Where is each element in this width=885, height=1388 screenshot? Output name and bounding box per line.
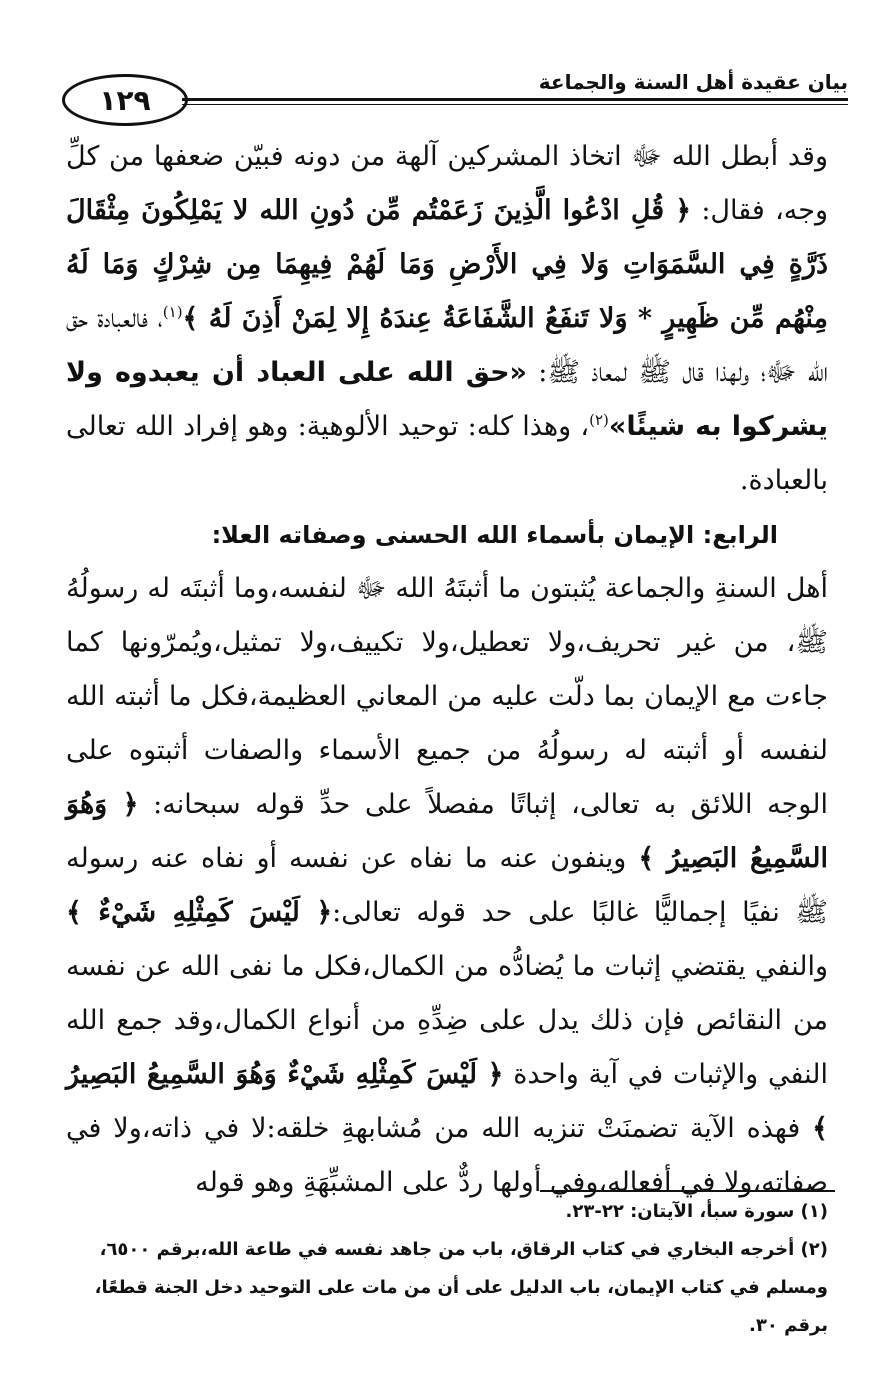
page-number: ١٢٩: [62, 74, 188, 126]
quran-verse: ﴿ لَيْسَ كَمِثْلِهِ شَيْءٌ ﴾: [66, 897, 333, 928]
footnote-separator: [540, 1190, 835, 1192]
text-run: وينفون عنه ما نفاه عن نفسه أو نفاه عنه رسوله ﷺ نفيًا إجماليًّا غالبًا على حد قوله تعالى:: [66, 843, 828, 928]
paragraph-1: [66, 130, 828, 508]
text-run: وقد أبطل الله ﷻ اتخاذ المشركين آلهة من دونه فبيّن ضعفها من كلِّ وجه، فقال:: [66, 141, 828, 226]
text-run: فهذه الآية تضمنَتْ تنزيه الله من مُشابهةِ خلقه:لا في ذاته،ولا في صفاته،ولا في أفعاله،وفي أولها ردٌّ على المشبِّهَةِ وهو قوله: [66, 1113, 828, 1198]
footnote-2: (٢) أخرجه البخاري في كتاب الرقاق، باب من جاهد نفسه في طاعة الله،برقم ٦٥٠٠، ومسلم في كتاب الإيمان، باب الدليل على أن من مات على التوحيد دخل الجنة قطعًا، برقم ٣٠.: [94, 1239, 828, 1336]
header-rule: [182, 98, 848, 101]
text-run: ، فالعبادة حق الله ﷻ؛ ولهذا قال ﷺ لمعاذ ﷺ:: [66, 303, 828, 388]
page-header: [60, 68, 848, 132]
footnote-ref: (١): [162, 303, 183, 321]
main-text: [66, 130, 828, 1210]
footnote-1: (١) سورة سبأ، الآيتان: ٢٢-٢٣.: [565, 1201, 828, 1222]
text-run: أهل السنةِ والجماعة يُثبتون ما أثبتَهُ الله ﷻ لنفسه،وما أثبتَه له رسولُهُ ﷺ، من غير تحريف،ولا تعطيل،ولا تكييف،ولا تمثيل،ويُمرّونها كما جاءت مع الإيمان بما دلّت عليه من المعاني العظيمة،فكل ما أثبته الله لنفسه أو أثبته له رسولُهُ من جميع الأسماء والصفات أثبتوه على الوجه اللائق به تعالى، إثباتًا مفصلاً على حدِّ قوله سبحانه:: [66, 573, 828, 820]
text-run: والنفي يقتضي إثبات ما يُضادُّه من الكمال،فكل ما نفى الله عن نفسه من النقائص فإن ذلك يدل على ضِدِّهِ من أنواع الكمال،وقد جمع الله النفي والإثبات في آية واحدة: [66, 951, 829, 1090]
quran-verse: ﴿ وَهُوَ السَّمِيعُ البَصِيرُ ﴾: [66, 789, 828, 874]
paragraph-2: [66, 562, 828, 1210]
footnotes: [66, 1193, 828, 1345]
hadith-quote: «حق الله على العباد أن يعبدوه ولا يشركوا به شيئًا»: [66, 357, 828, 442]
quran-verse: ﴿ لَيْسَ كَمِثْلِهِ شَيْءٌ وَهُوَ السَّمِيعُ البَصِيرُ ﴾: [66, 1059, 828, 1144]
header-rule-thin: [182, 104, 848, 105]
text-run: ، وهذا كله: توحيد الألوهية: وهو إفراد الله تعالى بالعبادة.: [66, 411, 828, 496]
running-title: بيان عقيدة أهل السنة والجماعة: [533, 70, 848, 94]
footnote-ref: (٢): [589, 411, 609, 429]
section-heading: الرابع: الإيمان بأسماء الله الحسنى وصفاته العلا:: [211, 521, 778, 549]
quran-verse: ﴿ قُلِ ادْعُوا الَّذِينَ زَعَمْتُم مِّن دُونِ الله لا يَمْلِكُونَ مِثْقَالَ ذَرَّةٍ فِي السَّمَوَاتِ وَلا فِي الأَرْضِ وَمَا لَهُمْ فِيهِمَا مِن شِرْكٍ وَمَا لَهُ مِنْهُم مِّن ظَهِيرٍ * وَلا تَنفَعُ الشَّفَاعَةُ عِندَهُ إِلا لِمَنْ أَذِنَ لَهُ ﴾: [66, 195, 829, 334]
